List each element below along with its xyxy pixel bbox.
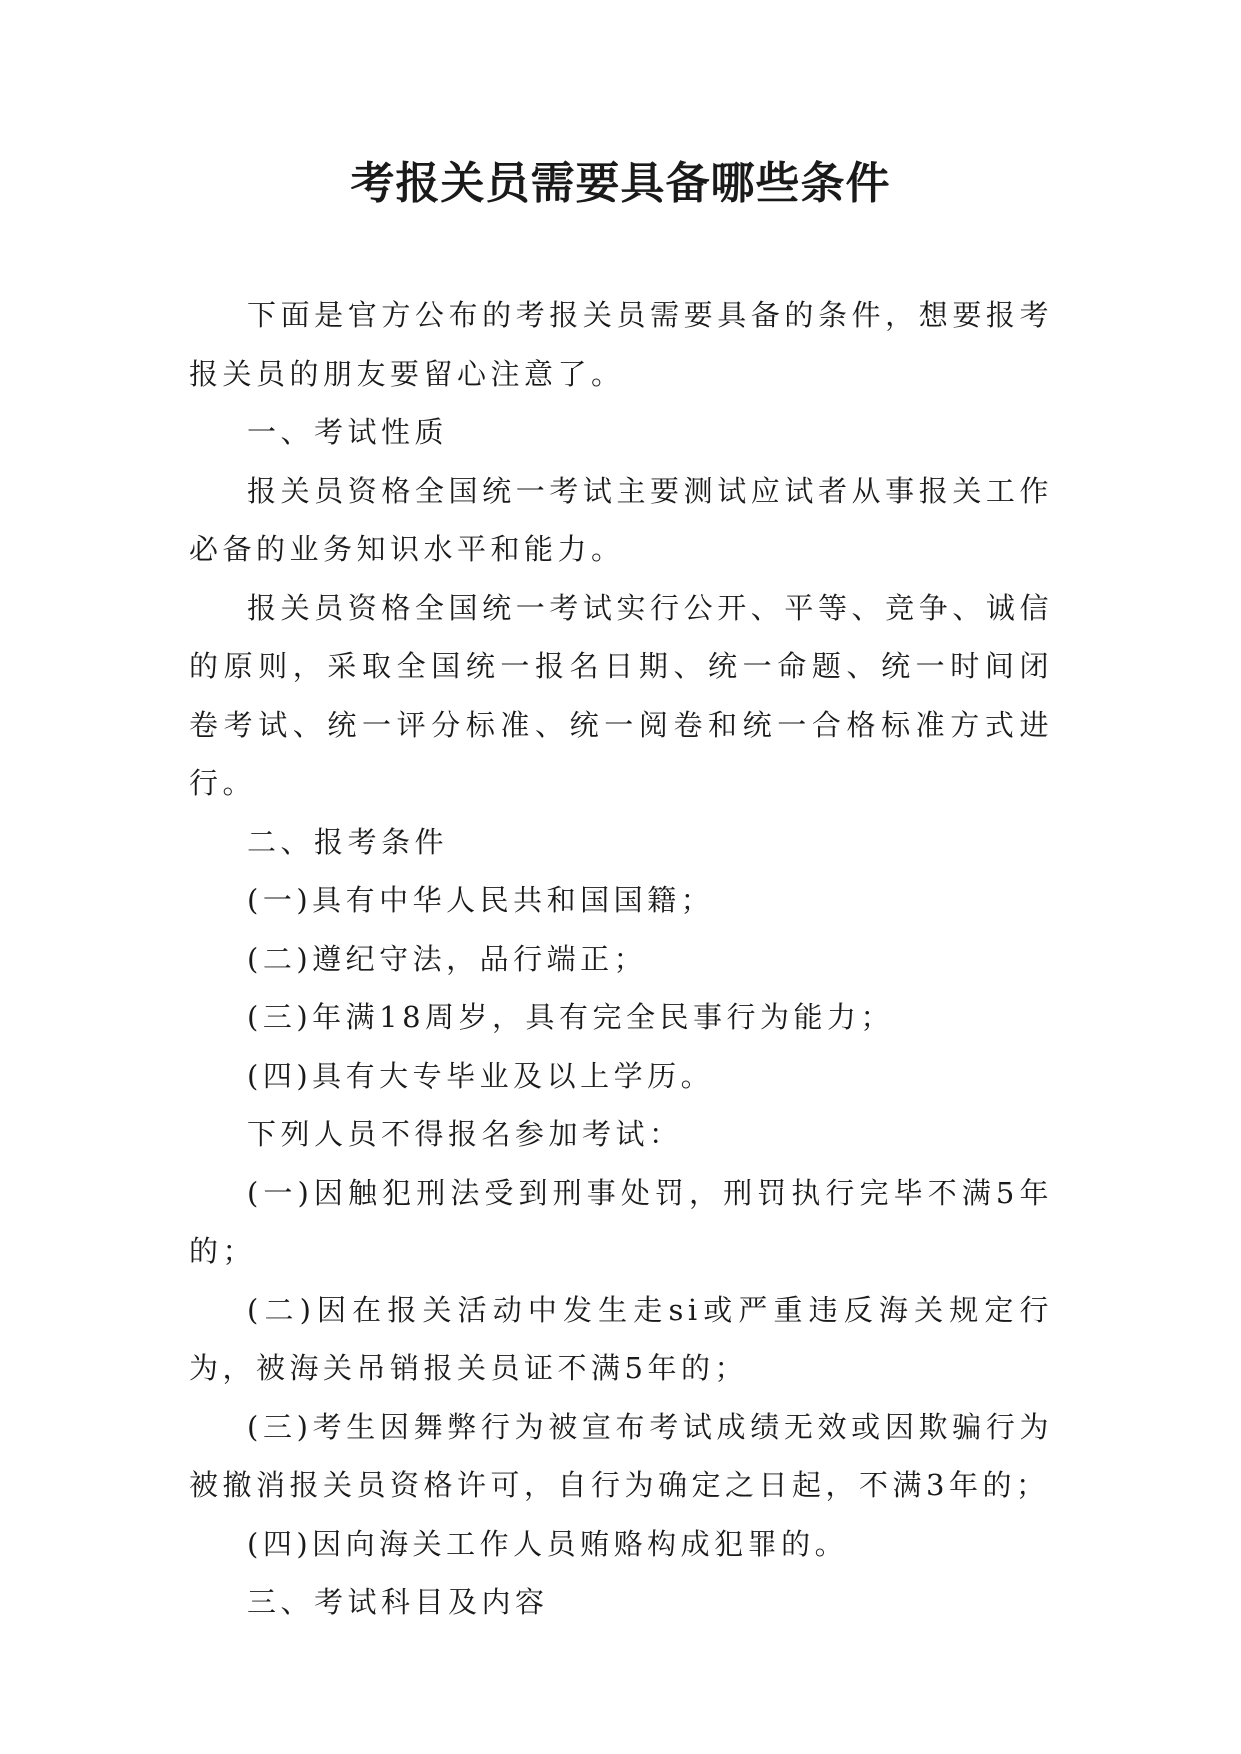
heading-exam-subjects: 三、考试科目及内容 [247,1585,549,1619]
paragraph-exam-purpose: 报关员资格全国统一考试主要测试应试者从事报关工作必备的业务知识水平和能力。 [189,473,1053,566]
heading-eligibility: 二、报考条件 [247,824,449,859]
condition-item-1: (一)具有中华人民共和国国籍； [247,883,715,917]
paragraph-exam-principles: 报关员资格全国统一考试实行公开、平等、竞争、诚信的原则，采取全国统一报名日期、统一命题、统一时间闭卷考试、统一评分标准、统一阅卷和统一合格标准方式进行。 [189,590,1053,800]
heading-exam-nature: 一、考试性质 [247,415,449,449]
exclusion-item-4: (四)因向海关工作人员贿赂构成犯罪的。 [247,1526,849,1561]
condition-item-4: (四)具有大专毕业及以上学历。 [247,1058,715,1093]
paragraph-intro: 下面是官方公布的考报关员需要具备的条件，想要报考报关员的朋友要留心注意了。 [189,298,1053,391]
exclusion-item-1: (一)因触犯刑法受到刑事处罚，刑罚执行完毕不满5年的； [189,1175,1053,1268]
document-body [189,286,1053,1632]
condition-item-3: (三)年满18周岁，具有完全民事行为能力； [247,1000,895,1034]
document-title: 考报关员需要具备哪些条件 [350,158,891,209]
exclusion-item-3: (三)考生因舞弊行为被宣布考试成绩无效或因欺骗行为被撤消报关员资格许可，自行为确定之日起，不满3年的； [189,1409,1053,1502]
condition-item-2: (二)遵纪守法，品行端正； [247,941,648,976]
paragraph-exclusions-intro: 下列人员不得报名参加考试： [247,1117,683,1151]
exclusion-item-2: (二)因在报关活动中发生走si或严重违反海关规定行为，被海关吊销报关员证不满5年的； [189,1292,1053,1385]
